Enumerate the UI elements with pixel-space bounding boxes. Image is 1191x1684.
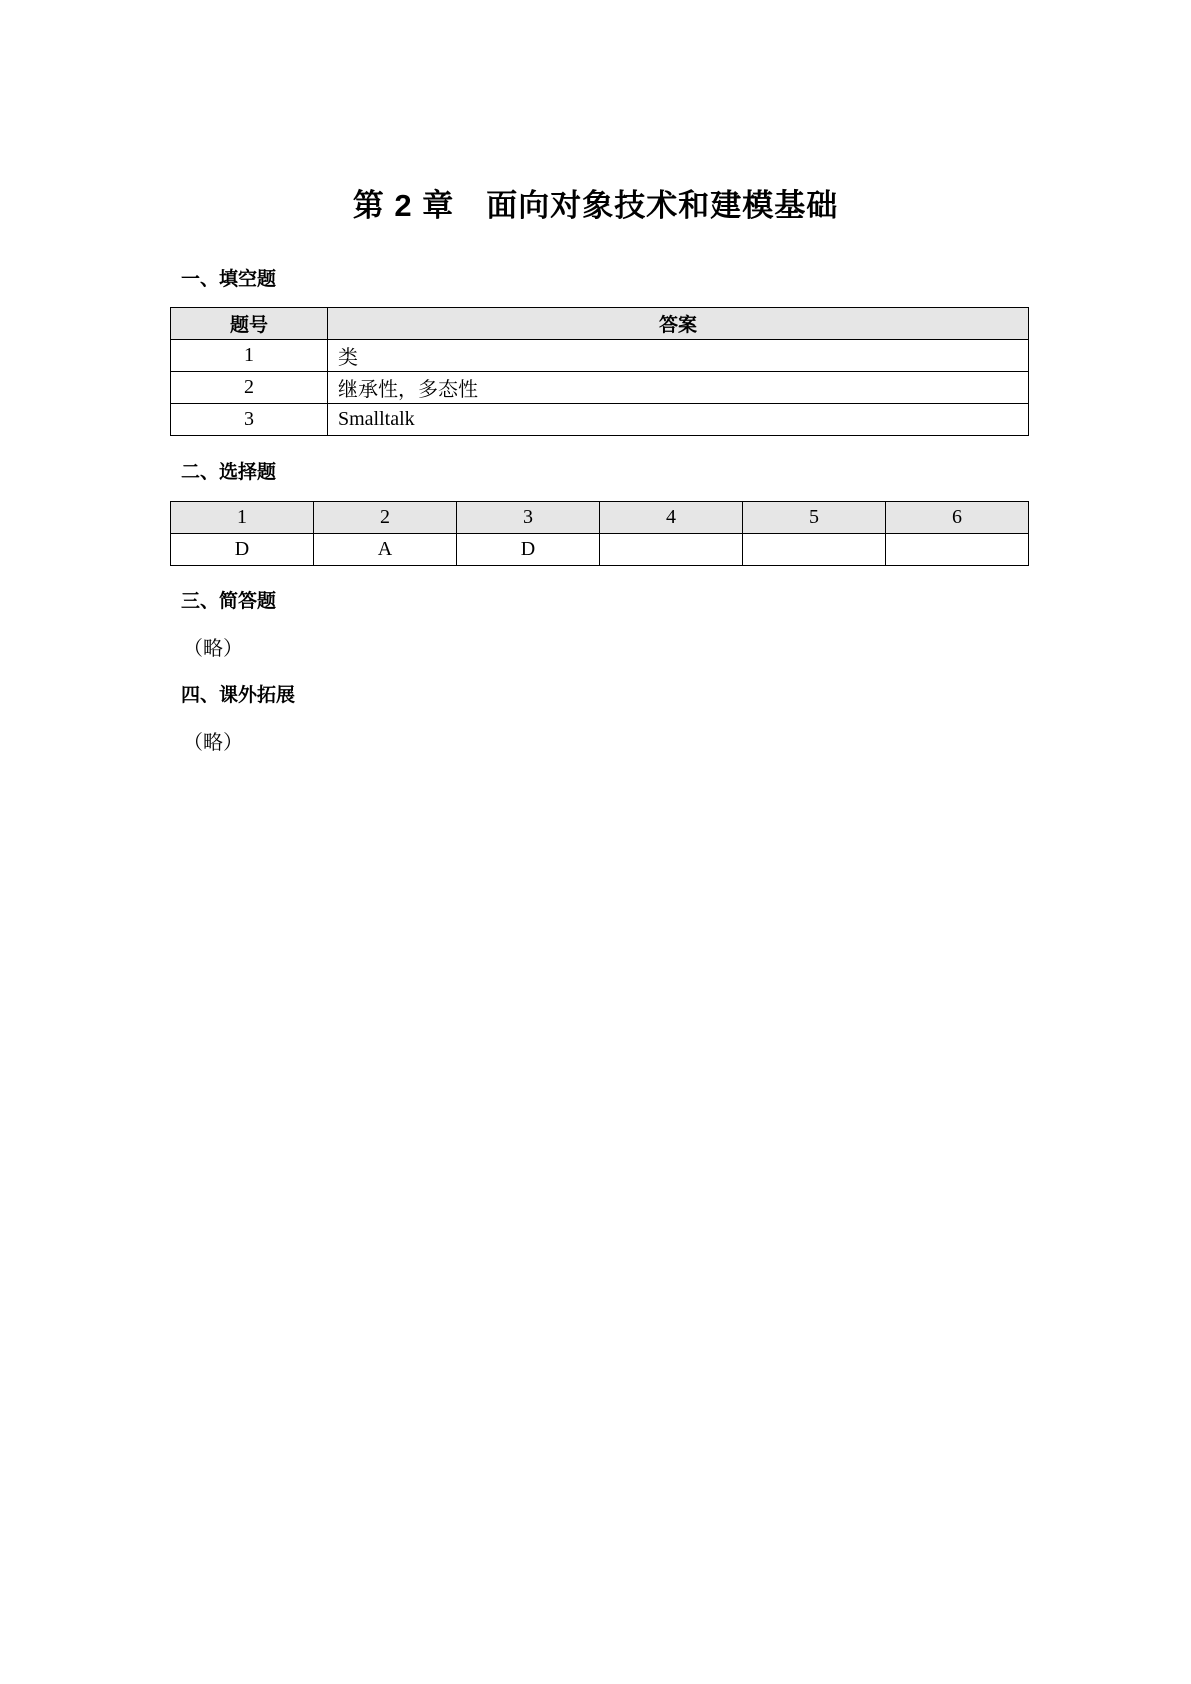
question-number: 6 <box>886 502 1029 534</box>
section-heading-choice: 二、选择题 <box>181 461 277 483</box>
column-header-answer: 答案 <box>328 308 1029 340</box>
section-heading-fill-blank: 一、填空题 <box>181 268 277 290</box>
column-header-number: 题号 <box>171 308 328 340</box>
question-number: 1 <box>171 502 314 534</box>
table-row <box>171 404 1029 436</box>
section-heading-extension: 四、课外拓展 <box>181 684 296 706</box>
extension-content: （略） <box>183 732 243 754</box>
answer-row <box>171 534 1029 566</box>
answer-cell: 继承性，多态性 <box>328 372 1029 404</box>
table-header-row <box>171 308 1029 340</box>
answer-cell: A <box>314 534 457 566</box>
question-number-row <box>171 502 1029 534</box>
table-row <box>171 372 1029 404</box>
question-number: 3 <box>171 404 328 436</box>
choice-answer-table <box>170 501 1029 566</box>
question-number: 2 <box>171 372 328 404</box>
page-title: 第 2 章 面向对象技术和建模基础 <box>352 188 839 223</box>
question-number: 2 <box>314 502 457 534</box>
section-heading-short-answer: 三、简答题 <box>181 590 277 612</box>
answer-cell <box>743 534 886 566</box>
fill-blank-answer-table <box>170 307 1029 436</box>
short-answer-content: （略） <box>183 638 243 660</box>
answer-cell: D <box>171 534 314 566</box>
question-number: 3 <box>457 502 600 534</box>
answer-cell <box>886 534 1029 566</box>
question-number: 4 <box>600 502 743 534</box>
question-number: 1 <box>171 340 328 372</box>
answer-cell: D <box>457 534 600 566</box>
answer-cell: 类 <box>328 340 1029 372</box>
question-number: 5 <box>743 502 886 534</box>
answer-cell <box>600 534 743 566</box>
table-row <box>171 340 1029 372</box>
answer-cell: Smalltalk <box>328 404 1029 436</box>
